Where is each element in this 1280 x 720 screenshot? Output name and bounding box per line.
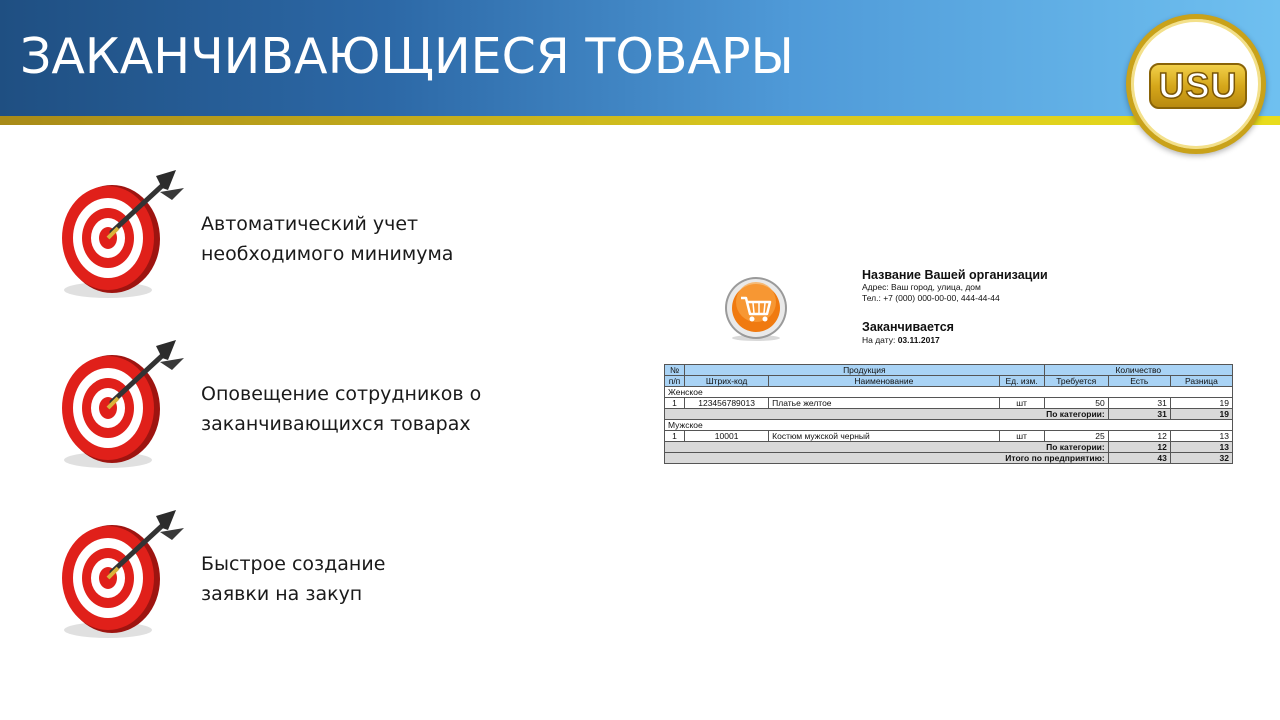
- cell-barcode: 10001: [685, 431, 769, 442]
- cell-num: 1: [665, 431, 685, 442]
- header-name: Наименование: [769, 376, 999, 387]
- feature-item: [52, 336, 572, 476]
- subtotal-diff: 19: [1170, 409, 1232, 420]
- cell-unit: шт: [999, 398, 1044, 409]
- category-row: [665, 387, 1233, 398]
- subtotal-row: [665, 442, 1233, 453]
- feature-text: [201, 209, 453, 269]
- organization-block: [862, 268, 1048, 304]
- table-row: [665, 398, 1233, 409]
- subtotal-row: [665, 409, 1233, 420]
- category-name: Женское: [665, 387, 1233, 398]
- table-header-row: [665, 365, 1233, 376]
- date-value: 03.11.2017: [897, 335, 940, 345]
- target-dart-icon: [52, 506, 192, 646]
- org-name: Название Вашей организации: [862, 268, 1048, 282]
- feature-item: [52, 166, 572, 306]
- header-num: №: [665, 365, 685, 376]
- logo-text: USU: [1158, 65, 1238, 106]
- header-barcode: Штрих-код: [685, 376, 769, 387]
- org-address: Адрес: Ваш город, улица, дом: [862, 282, 981, 292]
- feature-text: [201, 379, 481, 439]
- usu-logo-icon: [1126, 14, 1266, 154]
- cell-have: 12: [1108, 431, 1170, 442]
- report-preview: [664, 264, 1234, 474]
- total-row: [665, 453, 1233, 464]
- category-name: Мужское: [665, 420, 1233, 431]
- cell-diff: 19: [1170, 398, 1232, 409]
- feature-line: заканчивающихся товарах: [201, 413, 471, 435]
- report-date: [862, 335, 940, 345]
- feature-text: [201, 549, 385, 609]
- subtotal-have: 12: [1108, 442, 1170, 453]
- cell-have: 31: [1108, 398, 1170, 409]
- org-phone: Тел.: +7 (000) 000-00-00, 444-44-44: [862, 293, 1000, 303]
- header-stripe: [0, 116, 1280, 125]
- shopping-cart-icon: [723, 276, 789, 342]
- cell-name: Платье желтое: [769, 398, 999, 409]
- total-have: 43: [1108, 453, 1170, 464]
- report-table: [664, 364, 1233, 464]
- header-num2: п/п: [665, 376, 685, 387]
- target-dart-icon: [52, 166, 192, 306]
- slide-title: ЗАКАНЧИВАЮЩИЕСЯ ТОВАРЫ: [20, 28, 794, 85]
- target-dart-icon: [52, 336, 192, 476]
- cell-required: 25: [1044, 431, 1108, 442]
- subtotal-diff: 13: [1170, 442, 1232, 453]
- date-label: На дату:: [862, 335, 896, 345]
- header-have: Есть: [1108, 376, 1170, 387]
- feature-item: [52, 506, 572, 646]
- cell-required: 50: [1044, 398, 1108, 409]
- feature-line: Оповещение сотрудников о: [201, 383, 482, 405]
- header-diff: Разница: [1170, 376, 1232, 387]
- logo-badge: [1149, 63, 1247, 109]
- subtotal-label: По категории:: [665, 442, 1109, 453]
- report-title: Заканчивается: [862, 320, 954, 334]
- header-product: Продукция: [685, 365, 1045, 376]
- feature-line: заявки на закуп: [201, 583, 363, 605]
- cell-num: 1: [665, 398, 685, 409]
- header-required: Требуется: [1044, 376, 1108, 387]
- table-header-row: [665, 376, 1233, 387]
- category-row: [665, 420, 1233, 431]
- cell-diff: 13: [1170, 431, 1232, 442]
- subtotal-label: По категории:: [665, 409, 1109, 420]
- cell-barcode: 123456789013: [685, 398, 769, 409]
- table-row: [665, 431, 1233, 442]
- feature-line: необходимого минимума: [201, 243, 454, 265]
- subtotal-have: 31: [1108, 409, 1170, 420]
- cell-name: Костюм мужской черный: [769, 431, 999, 442]
- header-unit: Ед. изм.: [999, 376, 1044, 387]
- header-quantity: Количество: [1044, 365, 1232, 376]
- feature-line: Автоматический учет: [201, 213, 419, 235]
- total-label: Итого по предприятию:: [665, 453, 1109, 464]
- total-diff: 32: [1170, 453, 1232, 464]
- feature-line: Быстрое создание: [201, 553, 386, 575]
- cell-unit: шт: [999, 431, 1044, 442]
